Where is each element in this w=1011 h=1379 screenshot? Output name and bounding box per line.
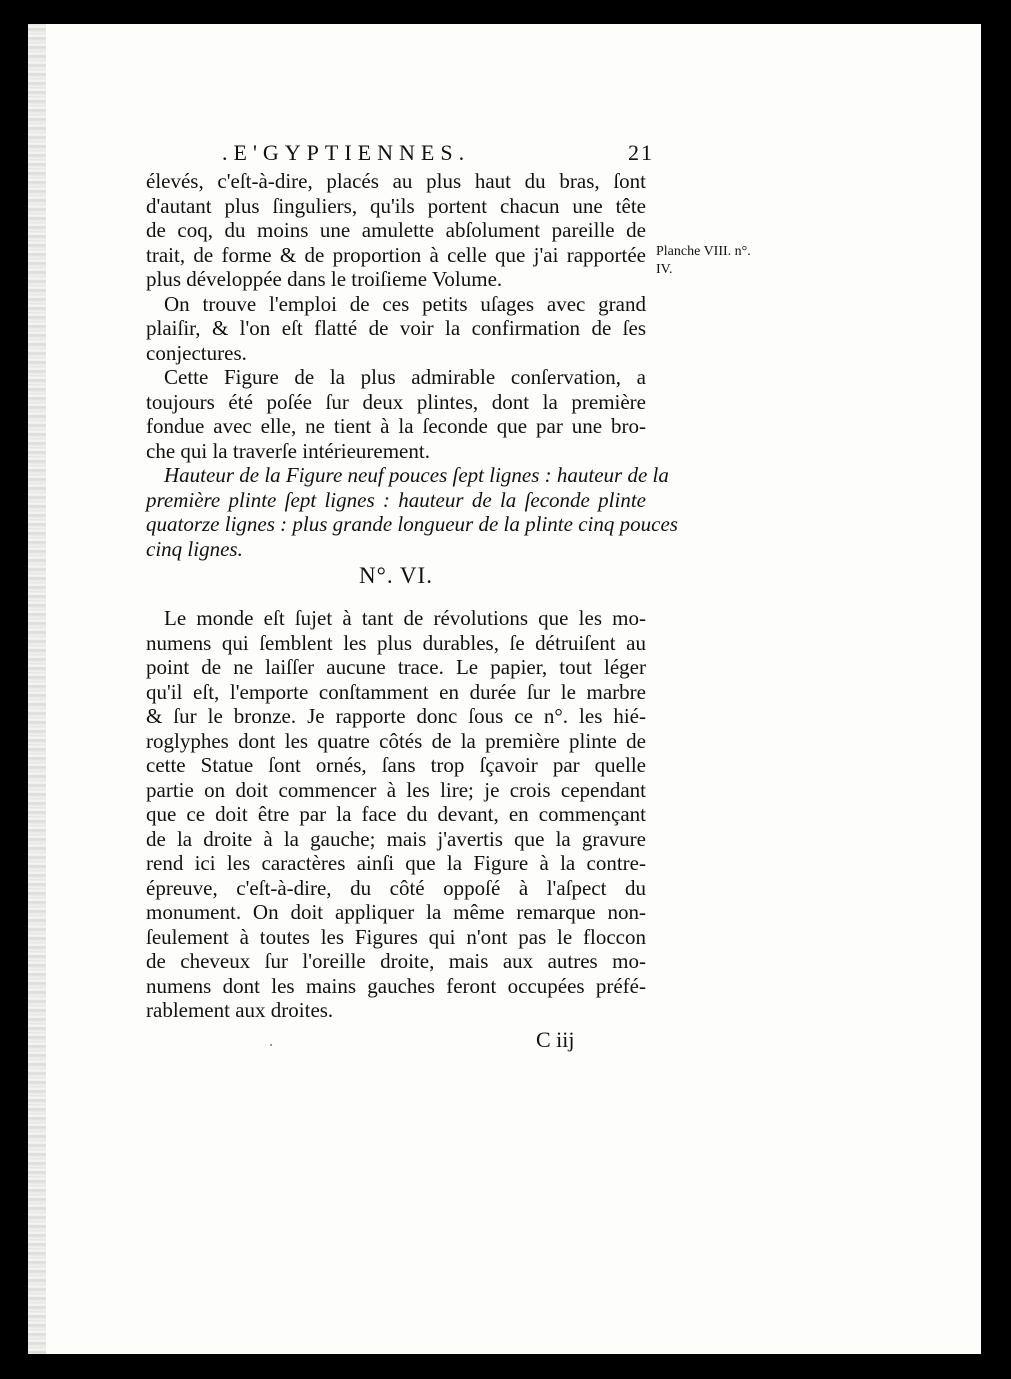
text-line: partie on doit commencer à les lire; je crois cependant <box>146 777 646 802</box>
text-line: plaiſir, & l'on eſt flatté de voir la confirmation de ſes <box>146 316 646 340</box>
measurement-line: Hauteur de la Figure neuf pouces ſept lignes : hauteur de la <box>164 463 669 487</box>
margin-note <box>656 243 751 279</box>
running-title: .E'GYPTIENNES. <box>222 140 471 165</box>
text-line: toujours été poſée ſur deux plintes, dont la première <box>146 389 646 414</box>
text-line: de cheveux ſur l'oreille droite, mais aux autres mo- <box>146 949 646 973</box>
text-line: numens qui ſemblent les plus durables, ſe détruiſent au <box>146 630 646 655</box>
text-line: d'autant plus ſinguliers, qu'ils portent chacun une tête <box>146 193 646 218</box>
text-line: ſeulement à toutes les Figures qui n'ont pas le floccon <box>146 924 646 949</box>
text-line: épreuve, c'eſt-à-dire, du côté oppoſé à l'aſpect du <box>146 875 646 900</box>
text-line: Le monde eſt ſujet à tant de révolutions que les mo- <box>164 606 646 630</box>
text-line: point de ne laiſſer aucune trace. Le papier, tout léger <box>146 655 646 679</box>
text-line: plus développée dans le troiſieme Volume. <box>146 267 503 291</box>
page-header <box>146 140 654 167</box>
text-line: de coq, du moins une amulette abſolument pareille de <box>146 218 646 242</box>
text-line: fondue avec elle, ne tient à la ſeconde que par une bro- <box>146 414 646 438</box>
text-line: élevés, c'eſt-à-dire, placés au plus haut du bras, ſont <box>146 169 646 193</box>
text-line: che qui la traverſe intérieurement. <box>146 438 430 463</box>
measurement-line: cinq lignes. <box>146 536 243 561</box>
measurement-line: quatorze lignes : plus grande longueur de la plinte cinq pouces <box>146 512 678 536</box>
page-number: 21 <box>628 140 654 165</box>
text-line: rablement aux droites. <box>146 998 334 1022</box>
text-line: qu'il eſt, l'emporte conſtamment en durée ſur le marbre <box>146 679 646 704</box>
text-line: cette Statue ſont ornés, ſans trop ſçavoir par quelle <box>146 753 646 777</box>
text-line: Cette Figure de la plus admirable conſervation, a <box>164 365 646 389</box>
book-page <box>28 24 981 1354</box>
text-line: conjectures. <box>146 340 247 365</box>
section-heading: N°. VI. <box>359 563 433 588</box>
text-line: rend ici les caractères ainſi que la Figure à la contre- <box>146 851 646 875</box>
signature-mark: C iij <box>536 1027 575 1052</box>
text-block-bottom <box>146 606 646 1023</box>
text-line: que ce doit être par la face du devant, en commençant <box>146 802 646 826</box>
text-line: roglyphes dont les quatre côtés de la première plinte de <box>146 728 646 753</box>
measurement-line: première plinte ſept lignes : hauteur de la ſeconde plinte <box>146 487 646 512</box>
text-line: On trouve l'emploi de ces petits uſages avec grand <box>164 291 646 316</box>
text-line: numens dont les mains gauches feront occupées préfé- <box>146 973 646 998</box>
text-line: de la droite à la gauche; mais j'avertis que la gravure <box>146 826 646 851</box>
ink-speck <box>270 1044 272 1046</box>
text-line: monument. On doit appliquer la même remarque non- <box>146 900 646 924</box>
text-line: trait, de forme & de proportion à celle que j'ai rapportée <box>146 242 646 267</box>
margin-note-line: Planche VIII. n°. <box>656 244 751 259</box>
text-line: & ſur le bronze. Je rapporte donc ſous ce n°. les hié- <box>146 704 646 728</box>
margin-note-line: IV. <box>656 262 673 277</box>
